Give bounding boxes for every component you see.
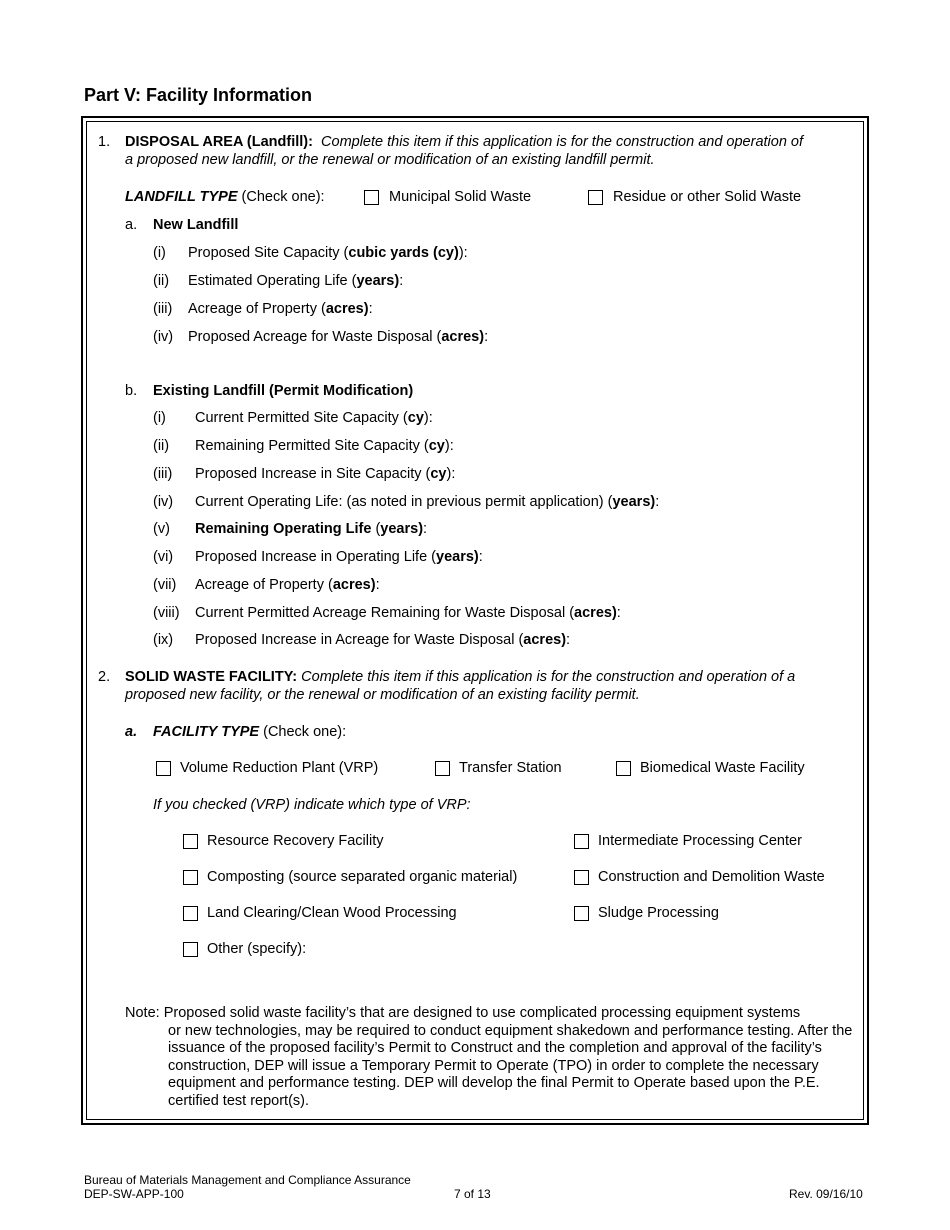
existing-landfill-letter: b. xyxy=(125,383,138,399)
new-landfill-item-num: (iii) xyxy=(153,301,173,317)
existing-landfill-item: Current Permitted Site Capacity (cy): xyxy=(195,410,433,426)
construction-demolition-label: Construction and Demolition Waste xyxy=(598,869,825,885)
existing-landfill-item-num: (i) xyxy=(153,410,166,426)
biomedical-waste-checkbox[interactable] xyxy=(616,761,631,776)
new-landfill-acreage: Acreage of Property (acres): xyxy=(188,301,373,317)
note-label: Note: xyxy=(125,1005,160,1021)
vrp-label: Volume Reduction Plant (VRP) xyxy=(180,760,379,776)
new-landfill-item-num: (iv) xyxy=(153,329,174,345)
municipal-solid-waste-label: Municipal Solid Waste xyxy=(389,189,532,205)
new-landfill-site-capacity: Proposed Site Capacity (cubic yards (cy)): xyxy=(188,245,468,261)
sludge-processing-label: Sludge Processing xyxy=(598,905,719,921)
vrp-prompt: If you checked (VRP) indicate which type of VRP: xyxy=(153,797,471,813)
land-clearing-label: Land Clearing/Clean Wood Processing xyxy=(207,905,457,921)
facility-type-letter: a. xyxy=(125,724,138,740)
item1-description-line2: a proposed new landfill, or the renewal or modification of an existing landfill permit. xyxy=(125,152,655,168)
municipal-solid-waste-checkbox[interactable] xyxy=(364,190,379,205)
residue-solid-waste-label: Residue or other Solid Waste xyxy=(613,189,802,205)
other-specify-checkbox[interactable] xyxy=(183,942,198,957)
residue-solid-waste-checkbox[interactable] xyxy=(588,190,603,205)
item1-heading: DISPOSAL AREA (Landfill): xyxy=(125,134,313,150)
new-landfill-disposal-acreage: Proposed Acreage for Waste Disposal (acres): xyxy=(188,329,489,345)
item2-heading: SOLID WASTE FACILITY: xyxy=(125,669,298,685)
footer-bureau: Bureau of Materials Management and Compliance Assurance xyxy=(84,1173,411,1187)
existing-landfill-item: Acreage of Property (acres): xyxy=(195,577,380,593)
existing-landfill-heading: Existing Landfill (Permit Modification) xyxy=(153,383,414,399)
intermediate-processing-checkbox[interactable] xyxy=(574,834,589,849)
item2-number: 2. xyxy=(98,669,111,685)
construction-demolition-checkbox[interactable] xyxy=(574,870,589,885)
land-clearing-checkbox[interactable] xyxy=(183,906,198,921)
footer-revision: Rev. 09/16/10 xyxy=(789,1187,863,1201)
existing-landfill-item-num: (ii) xyxy=(153,438,170,454)
other-specify-label: Other (specify): xyxy=(207,941,307,957)
existing-landfill-item: Current Operating Life: (as noted in previous permit application) (years): xyxy=(195,494,660,510)
existing-landfill-item-num: (vi) xyxy=(153,549,174,565)
existing-landfill-item-num: (vii) xyxy=(153,577,177,593)
existing-landfill-item: Current Permitted Acreage Remaining for Waste Disposal (acres): xyxy=(195,605,621,621)
item2-description-line1: SOLID WASTE FACILITY: Complete this item if this application is for the construction and operation of a xyxy=(125,669,796,685)
intermediate-processing-label: Intermediate Processing Center xyxy=(598,833,802,849)
footer-page-number: 7 of 13 xyxy=(454,1187,491,1201)
resource-recovery-label: Resource Recovery Facility xyxy=(207,833,384,849)
note-paragraph: Note: Proposed solid waste facility’s that are designed to use complicated processing equipment systems or new technologies, may be required to conduct equipment shakedown and performance testing. After the issuance of the proposed facility’s Permit to Construct and the completion and approval of the facility’s construction, DEP will issue a Temporary Permit to Operate (TPO) in order to complete the necessary equipment and performance testing. DEP will develop the final Permit to Operate based upon the P.E. certified test report(s). xyxy=(125,1005,855,1110)
transfer-station-label: Transfer Station xyxy=(459,760,562,776)
existing-landfill-item-num: (viii) xyxy=(153,605,180,621)
existing-landfill-item-num: (iii) xyxy=(153,466,173,482)
existing-landfill-item-num: (v) xyxy=(153,521,170,537)
item2-description-line2: proposed new facility, or the renewal or modification of an existing facility permit. xyxy=(125,687,640,703)
existing-landfill-item-num: (iv) xyxy=(153,494,174,510)
existing-landfill-item: Proposed Increase in Operating Life (years): xyxy=(195,549,483,565)
existing-landfill-item: Proposed Increase in Acreage for Waste Disposal (acres): xyxy=(195,632,571,648)
new-landfill-heading: New Landfill xyxy=(153,217,239,233)
new-landfill-operating-life: Estimated Operating Life (years): xyxy=(188,273,404,289)
existing-landfill-item: Remaining Operating Life (years): xyxy=(195,521,428,537)
item1-desc-1: Complete this item if this application is for the construction and operation of xyxy=(321,134,804,150)
footer-form-id: DEP-SW-APP-100 xyxy=(84,1187,184,1201)
composting-checkbox[interactable] xyxy=(183,870,198,885)
item1-description-line1 xyxy=(125,134,803,150)
vrp-checkbox[interactable] xyxy=(156,761,171,776)
note-body: or new technologies, may be required to conduct equipment shakedown and performance testing. After the issuance of the proposed facility’s Permit to Construct and the completion and approval of the facility’s construction, DEP will issue a Temporary Permit to Operate (TPO) in order to complete the necessary equipment and performance testing. DEP will develop the final Permit to Operate based upon the P.E. certified test report(s). xyxy=(168,1022,853,1109)
existing-landfill-item-num: (ix) xyxy=(153,632,174,648)
existing-landfill-item: Remaining Permitted Site Capacity (cy): xyxy=(195,438,454,454)
existing-landfill-item: Proposed Increase in Site Capacity (cy): xyxy=(195,466,456,482)
item1-number: 1. xyxy=(98,134,111,150)
new-landfill-item-num: (ii) xyxy=(153,273,170,289)
transfer-station-checkbox[interactable] xyxy=(435,761,450,776)
page-title: Part V: Facility Information xyxy=(84,85,313,105)
sludge-processing-checkbox[interactable] xyxy=(574,906,589,921)
new-landfill-letter: a. xyxy=(125,217,138,233)
landfill-type-label: LANDFILL TYPE (Check one): xyxy=(125,189,325,205)
resource-recovery-checkbox[interactable] xyxy=(183,834,198,849)
new-landfill-item-num: (i) xyxy=(153,245,166,261)
composting-label: Composting (source separated organic material) xyxy=(207,869,518,885)
facility-type-label: FACILITY TYPE (Check one): xyxy=(153,724,347,740)
biomedical-waste-label: Biomedical Waste Facility xyxy=(640,760,805,776)
